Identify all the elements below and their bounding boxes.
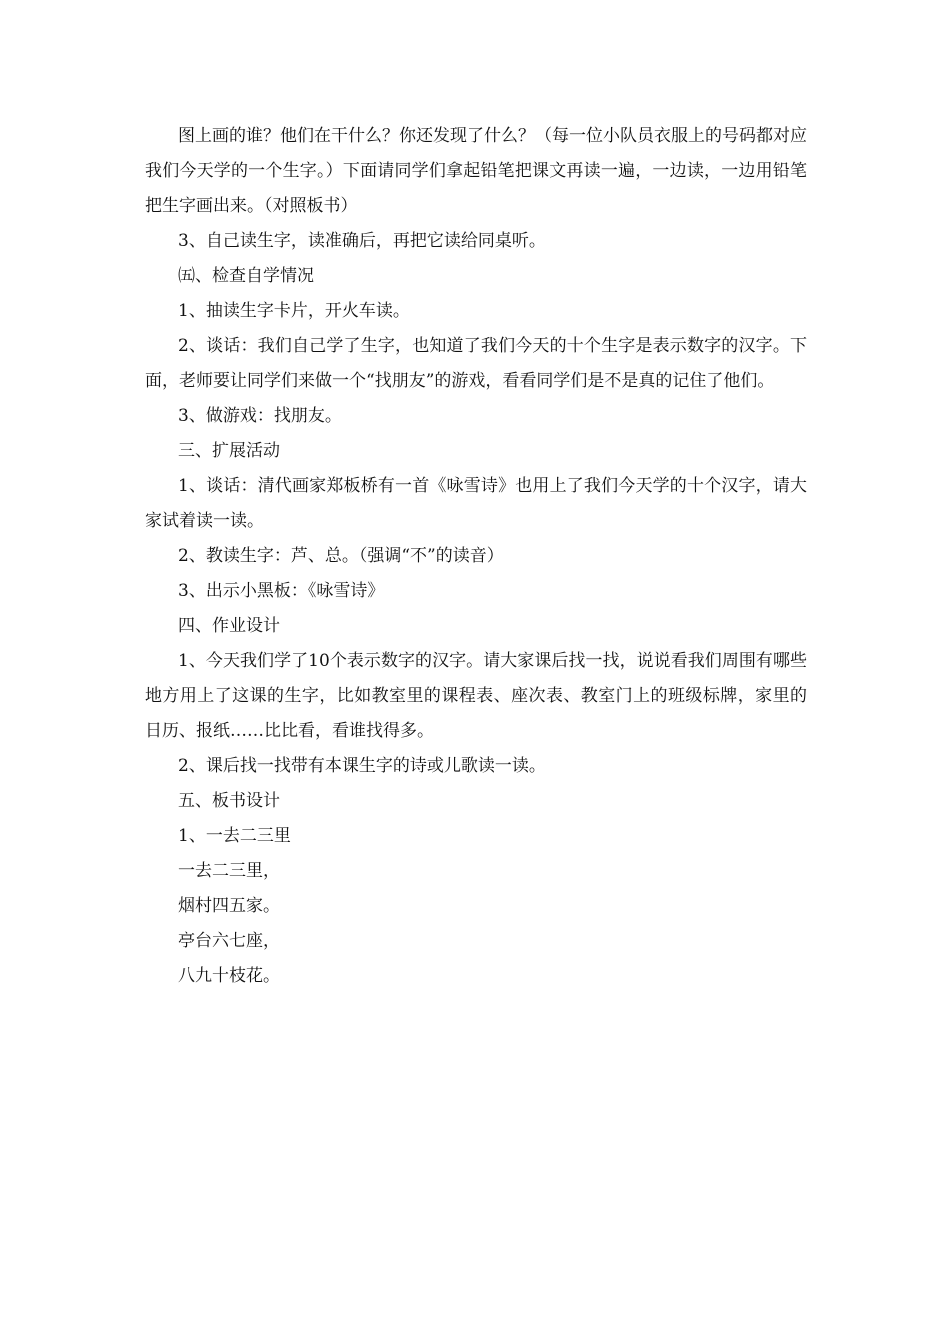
paragraph-play-game: 3、做游戏：找朋友。 (178, 406, 342, 426)
board-title: 1、一去二三里 (178, 826, 291, 846)
document-body (145, 119, 807, 994)
section-heading-homework: 四、作业设计 (178, 616, 280, 636)
paragraph-talk-find-friends: 2、谈话：我们自己学了生字，也知道了我们今天的十个生字是表示数字的汉字。下面，老师要让同学们来做一个“找朋友”的游戏，看看同学们是不是真的记住了他们。 (145, 336, 807, 391)
paragraph-homework-poems: 2、课后找一找带有本课生字的诗或儿歌读一读。 (178, 756, 546, 776)
poem-line-2: 烟村四五家。 (178, 896, 280, 916)
paragraph-homework-find: 1、今天我们学了10个表示数字的汉字。请大家课后找一找，说说看我们周围有哪些地方用上了这课的生字，比如教室里的课程表、座次表、教室门上的班级标牌，家里的日历、报纸……比比看，看谁找得多。 (145, 651, 807, 741)
paragraph-zheng-banqiao-poem: 1、谈话：清代画家郑板桥有一首《咏雪诗》也用上了我们今天学的十个汉字，请大家试着读一读。 (145, 476, 807, 531)
section-heading-check-self-study: ㈤、检查自学情况 (178, 266, 314, 286)
paragraph-show-blackboard: 3、出示小黑板：《咏雪诗》 (178, 581, 385, 601)
poem-line-1: 一去二三里， (178, 861, 280, 881)
section-heading-board-design: 五、板书设计 (178, 791, 280, 811)
poem-line-3: 亭台六七座， (178, 931, 280, 951)
paragraph-read-to-deskmate: 3、自己读生字，读准确后，再把它读给同桌听。 (178, 231, 546, 251)
paragraph-teach-characters: 2、教读生字：芦、总。（强调“不”的读音） (178, 546, 504, 566)
paragraph-picture-questions: 图上画的谁？他们在干什么？你还发现了什么？（每一位小队员衣服上的号码都对应我们今天学的一个生字。）下面请同学们拿起铅笔把课文再读一遍，一边读，一边用铅笔把生字画出来。（对照板书） (145, 126, 807, 216)
paragraph-flashcards: 1、抽读生字卡片，开火车读。 (178, 301, 410, 321)
poem-line-4: 八九十枝花。 (178, 966, 280, 986)
section-heading-extension: 三、扩展活动 (178, 441, 280, 461)
